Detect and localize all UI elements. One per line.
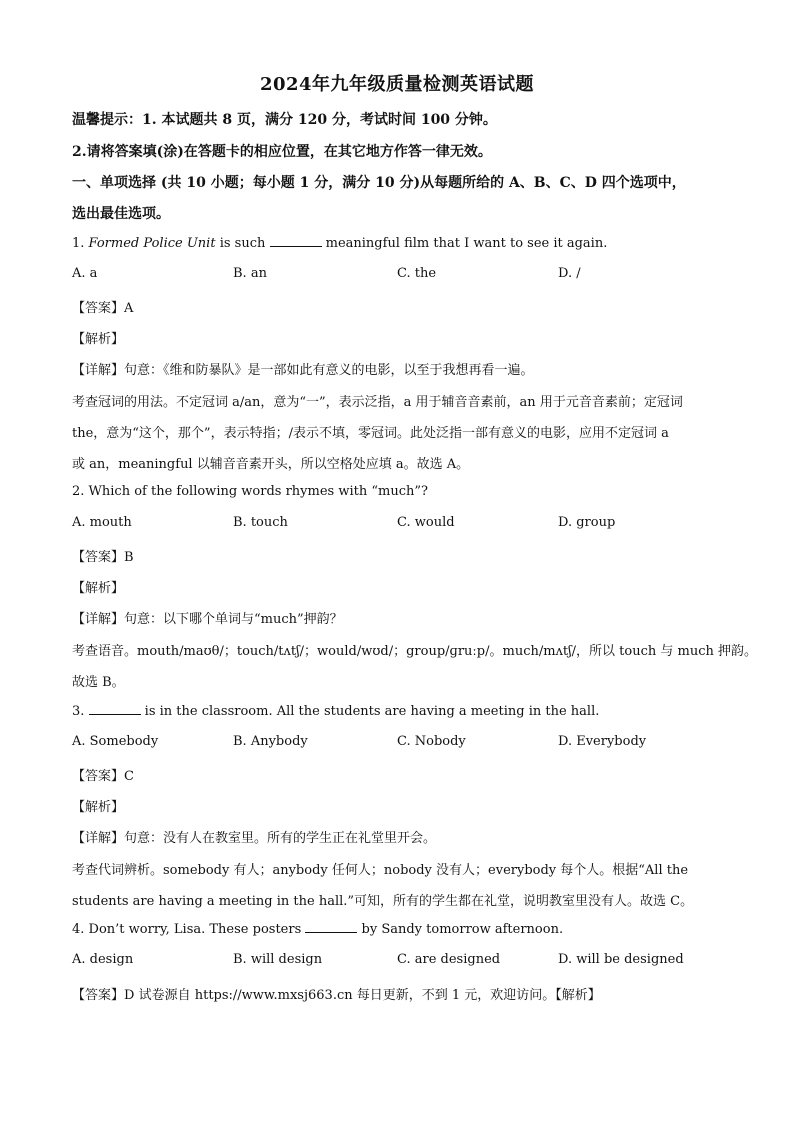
detail-text: 句意：以下哪个单词与“much”押韵？ [124,612,343,627]
question-3-stem [72,703,599,719]
notice-line-1: 温馨提示：1. 本试题共 8 页，满分 120 分，考试时间 100 分钟。 [72,112,497,128]
explanation-line: students are having a meeting in the hall.”可知，所有的学生都在礼堂，说明教室里没有人。故选 C。 [72,894,694,909]
detail-label: 【详解】 [72,612,125,627]
section-heading-line-1: 一、单项选择 (共 10 小题；每小题 1 分，满分 10 分)从每题所给的 A、B、C、D 四个选项中， [72,175,686,191]
answer-label: 【答案】 [72,769,125,784]
question-1-detail [72,359,534,378]
explanation-line: 考查语音。mouth/maʊθ/；touch/tʌtʃ/；would/wʊd/；group/ɡruːp/。much/mʌtʃ/，所以 touch 与 much 押韵。 [72,644,758,659]
option-a[interactable]: A. a [72,266,98,281]
explanation-line: 或 an，meaningful 以辅音音素开头，所以空格处应填 a。故选 A。 [72,457,470,472]
answer-value: A [124,301,134,316]
answer-value: C [124,769,134,784]
notice-line-2: 2.请将答案填(涂)在答题卡的相应位置，在其它地方作答一律无效。 [72,144,492,160]
analysis-label: 【解析】 [72,581,125,596]
option-c[interactable]: C. would [397,515,455,530]
option-d[interactable]: D. group [558,515,616,530]
question-2-detail [72,608,343,627]
option-a[interactable]: A. Somebody [72,734,159,749]
question-number: 1. [72,236,85,251]
explanation-line: the，意为“这个，那个”，表示特指；/表示不填，零冠词。此处泛指一部有意义的电影，应用不定冠词 a [72,426,669,441]
page-title: 2024年九年级质量检测英语试题 [259,74,535,95]
section-heading-line-2: 选出最佳选项。 [72,206,170,222]
answer-blank [270,235,322,247]
film-title: Formed Police Unit [88,236,216,251]
stem-text: 4. Don’t worry, Lisa. These posters [72,922,306,937]
detail-text: 句意：没有人在教室里。所有的学生正在礼堂里开会。 [124,831,437,846]
option-d[interactable]: D. Everybody [558,734,647,749]
answer-blank [305,921,357,933]
analysis-label: 【解析】 [555,988,601,1003]
answer-label: 【答案】 [72,988,125,1003]
option-b[interactable]: B. will design [233,952,323,967]
option-b[interactable]: B. Anybody [233,734,308,749]
option-c[interactable]: C. are designed [397,952,501,967]
option-d[interactable]: D. will be designed [558,952,684,967]
answer-value: B [124,550,134,565]
question-4-stem [72,921,563,937]
stem-text: by Sandy tomorrow afternoon. [357,922,564,937]
source-url-link[interactable]: https://www.mxsj663.cn [194,988,353,1003]
question-3-detail [72,827,436,846]
answer-blank [89,703,141,715]
option-b[interactable]: B. touch [233,515,288,530]
question-3-answer [72,765,134,784]
answer-label: 【答案】 [72,301,125,316]
option-c[interactable]: C. Nobody [397,734,466,749]
detail-label: 【详解】 [72,363,125,378]
detail-text: 句意：《维和防暴队》是一部如此有意义的电影，以至于我想再看一遍。 [124,363,534,378]
question-number: 3. [72,704,85,719]
explanation-line: 考查代词辨析。somebody 有人；anybody 任何人；nobody 没有人；everybody 每个人。根据“All the [72,863,689,878]
option-a[interactable]: A. mouth [72,515,132,530]
question-4-answer [72,984,601,1003]
analysis-label: 【解析】 [72,332,125,347]
question-1-answer [72,297,133,316]
option-c[interactable]: C. the [397,266,437,281]
stem-text: meaningful film that I want to see it again. [321,236,608,251]
question-2-answer [72,546,134,565]
question-1-stem [72,235,607,251]
option-a[interactable]: A. design [72,952,134,967]
option-b[interactable]: B. an [233,266,267,281]
answer-source-text: D 试卷源自 [124,988,195,1003]
stem-text: is in the classroom. All the students are having a meeting in the hall. [140,704,600,719]
option-d[interactable]: D. / [558,266,581,281]
explanation-line: 故选 B。 [72,675,125,690]
analysis-label: 【解析】 [72,800,125,815]
explanation-line: 考查冠词的用法。不定冠词 a/an，意为“一”，表示泛指，a 用于辅音音素前，an 用于元音音素前；定冠词 [72,395,683,410]
question-2-stem: 2. Which of the following words rhymes with “much”? [72,484,428,499]
detail-label: 【详解】 [72,831,125,846]
answer-label: 【答案】 [72,550,125,565]
promo-text: 每日更新，不到 1 元，欢迎访问。 [352,988,556,1003]
stem-text: is such [215,236,270,251]
